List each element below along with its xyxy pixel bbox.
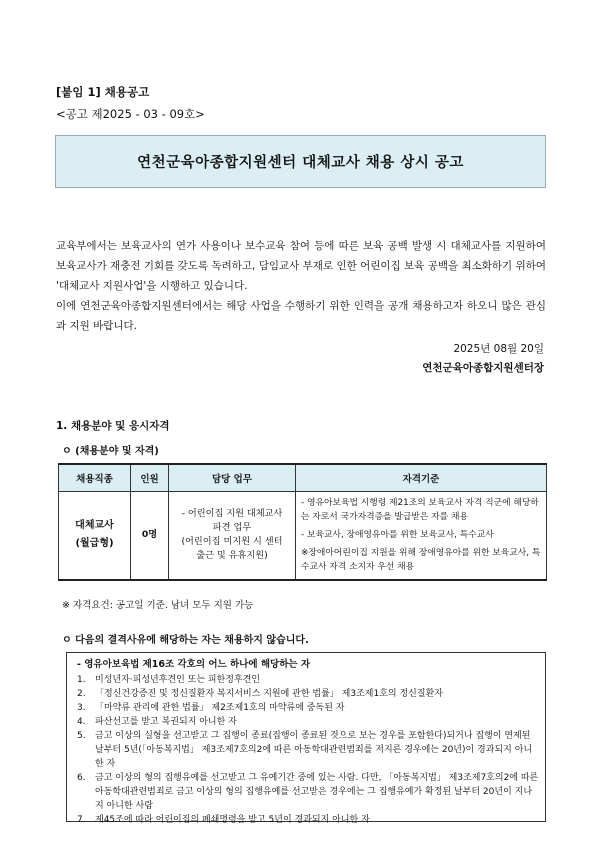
list-item-number: 6.: [77, 773, 86, 783]
qualification-cell: [296, 492, 547, 580]
intro-paragraph-2: 이에 연천군육아종합지원센터에서는 해당 사업을 수행하기 위한 인력을 공개 채용하고자 하오니 많은 관심과 지원 바랍니다.: [56, 300, 546, 332]
list-item-text: 미성년자·피성년후견인 또는 피한정후견인: [95, 675, 261, 685]
list-item-number: 7.: [77, 815, 86, 825]
qualification-item: ※장애아어린이집 지원을 위해 장애영유아를 위한 보육교사, 특수교사 자격 소지자 우선 채용: [301, 548, 541, 573]
job-type: (월급형): [75, 538, 114, 550]
duty-line: 출근 및 유휴지원): [196, 550, 268, 562]
duty-cell: [169, 492, 296, 580]
list-item-text: 「정신건강증진 및 정신질환자 복지서비스 지원에 관한 법률」 제3조제1호의 정신질환자: [95, 689, 443, 699]
list-item-number: 4.: [77, 717, 86, 727]
list-item-text: 금고 이상의 실형을 선고받고 그 집행이 종료(집행이 종료된 것으로 보는 경우를 포함한다)되거나 집행이 면제된 날부터 5년(「아동복지법」 제3조제7호의2에 따른 아동학대관련범죄를 저지른 경우에는 20년)이 경과되지 아니한 자: [95, 731, 533, 769]
notice-date: 2025년 08월 20일: [453, 343, 544, 355]
disqualification-lead: - 영유아보육법 제16조 각호의 어느 하나에 해당하는 자: [77, 659, 311, 670]
header-count: 인원: [131, 464, 169, 492]
job-cell: [59, 492, 131, 580]
list-item: [77, 673, 539, 687]
list-item-text: 금고 이상의 형의 집행유예를 선고받고 그 유예기간 중에 있는 사람. 다만, 「아동복지법」 제3조제7호의2에 따른 아동학대관련범죄로 금고 이상의 형의 집행유예를 선고받은 경우에는 그 집행유예가 확정된 날부터 20년이 지나지 아니한 사람: [95, 773, 539, 811]
list-item: [77, 813, 539, 827]
list-item-number: 1.: [77, 675, 86, 685]
qualification-item: - 보육교사, 장애영유아를 위한 보육교사, 특수교사: [301, 530, 494, 541]
table-row: [59, 492, 547, 580]
list-item: [77, 715, 539, 729]
list-item: [77, 771, 539, 813]
duty-line: - 어린이집 지원 대체교사: [181, 508, 283, 520]
header-duty: 담당 업무: [169, 464, 296, 492]
disqualification-list: [77, 673, 539, 827]
duty-line: 파견 업무: [212, 522, 252, 534]
notice-number: <공고 제2025 - 03 - 09호>: [56, 107, 205, 121]
page-title: 연천군육아종합지원센터 대체교사 채용 상시 공고: [55, 135, 546, 188]
list-item: [77, 729, 539, 771]
list-item-number: 3.: [77, 703, 86, 713]
disqualification-subheading: ㅇ 다음의 결격사유에 해당하는 자는 채용하지 않습니다.: [62, 635, 309, 646]
section-1-title: 1. 채용분야 및 응시자격: [56, 420, 170, 432]
list-item-number: 5.: [77, 731, 86, 741]
table-header-row: [59, 464, 547, 492]
recruitment-table: [58, 463, 547, 581]
list-item-text: 파산선고를 받고 복권되지 아니한 자: [95, 717, 237, 727]
duty-line: (어린이집 미지원 시 센터: [181, 536, 283, 548]
intro-paragraph: 교육부에서는 보육교사의 연가 사용이나 보수교육 참여 등에 따른 보육 공백 발생 시 대체교사를 지원하여 보육교사가 재충전 기회를 갖도록 독려하고, 담임교사 부재로 인한 어린이집 보육 공백을 최소화하기 위하여 '대체교사 지원사업'을 시행하고 있습니다.: [56, 240, 546, 292]
attachment-label: [붙임 1] 채용공고: [56, 85, 150, 99]
signature: 연천군육아종합지원센터장: [422, 362, 544, 374]
field-subheading: ㅇ (채용분야 및 자격): [62, 446, 159, 457]
count-cell: 0명: [131, 492, 169, 580]
list-item-text: 제45조에 따라 어린이집의 폐쇄명령을 받고 5년이 경과되지 아니한 자: [95, 815, 370, 825]
header-job: 채용직종: [59, 464, 131, 492]
list-item: [77, 687, 539, 701]
header-qualification: 자격기준: [296, 464, 547, 492]
job-title: 대체교사: [75, 520, 114, 532]
qualification-item: - 영유아보육법 시행령 제21조의 보육교사 자격 직군에 해당하는 자로서 국가자격증을 발급받은 자를 채용: [301, 498, 539, 523]
disqualification-box: [66, 652, 546, 825]
list-item-number: 2.: [77, 689, 86, 699]
list-item: [77, 701, 539, 715]
list-item-text: 「마약류 관리에 관한 법률」 제2조제1호의 마약류에 중독된 자: [95, 703, 345, 713]
eligibility-note: ※ 자격요건: 공고일 기준. 남녀 모두 지원 가능: [62, 600, 254, 611]
